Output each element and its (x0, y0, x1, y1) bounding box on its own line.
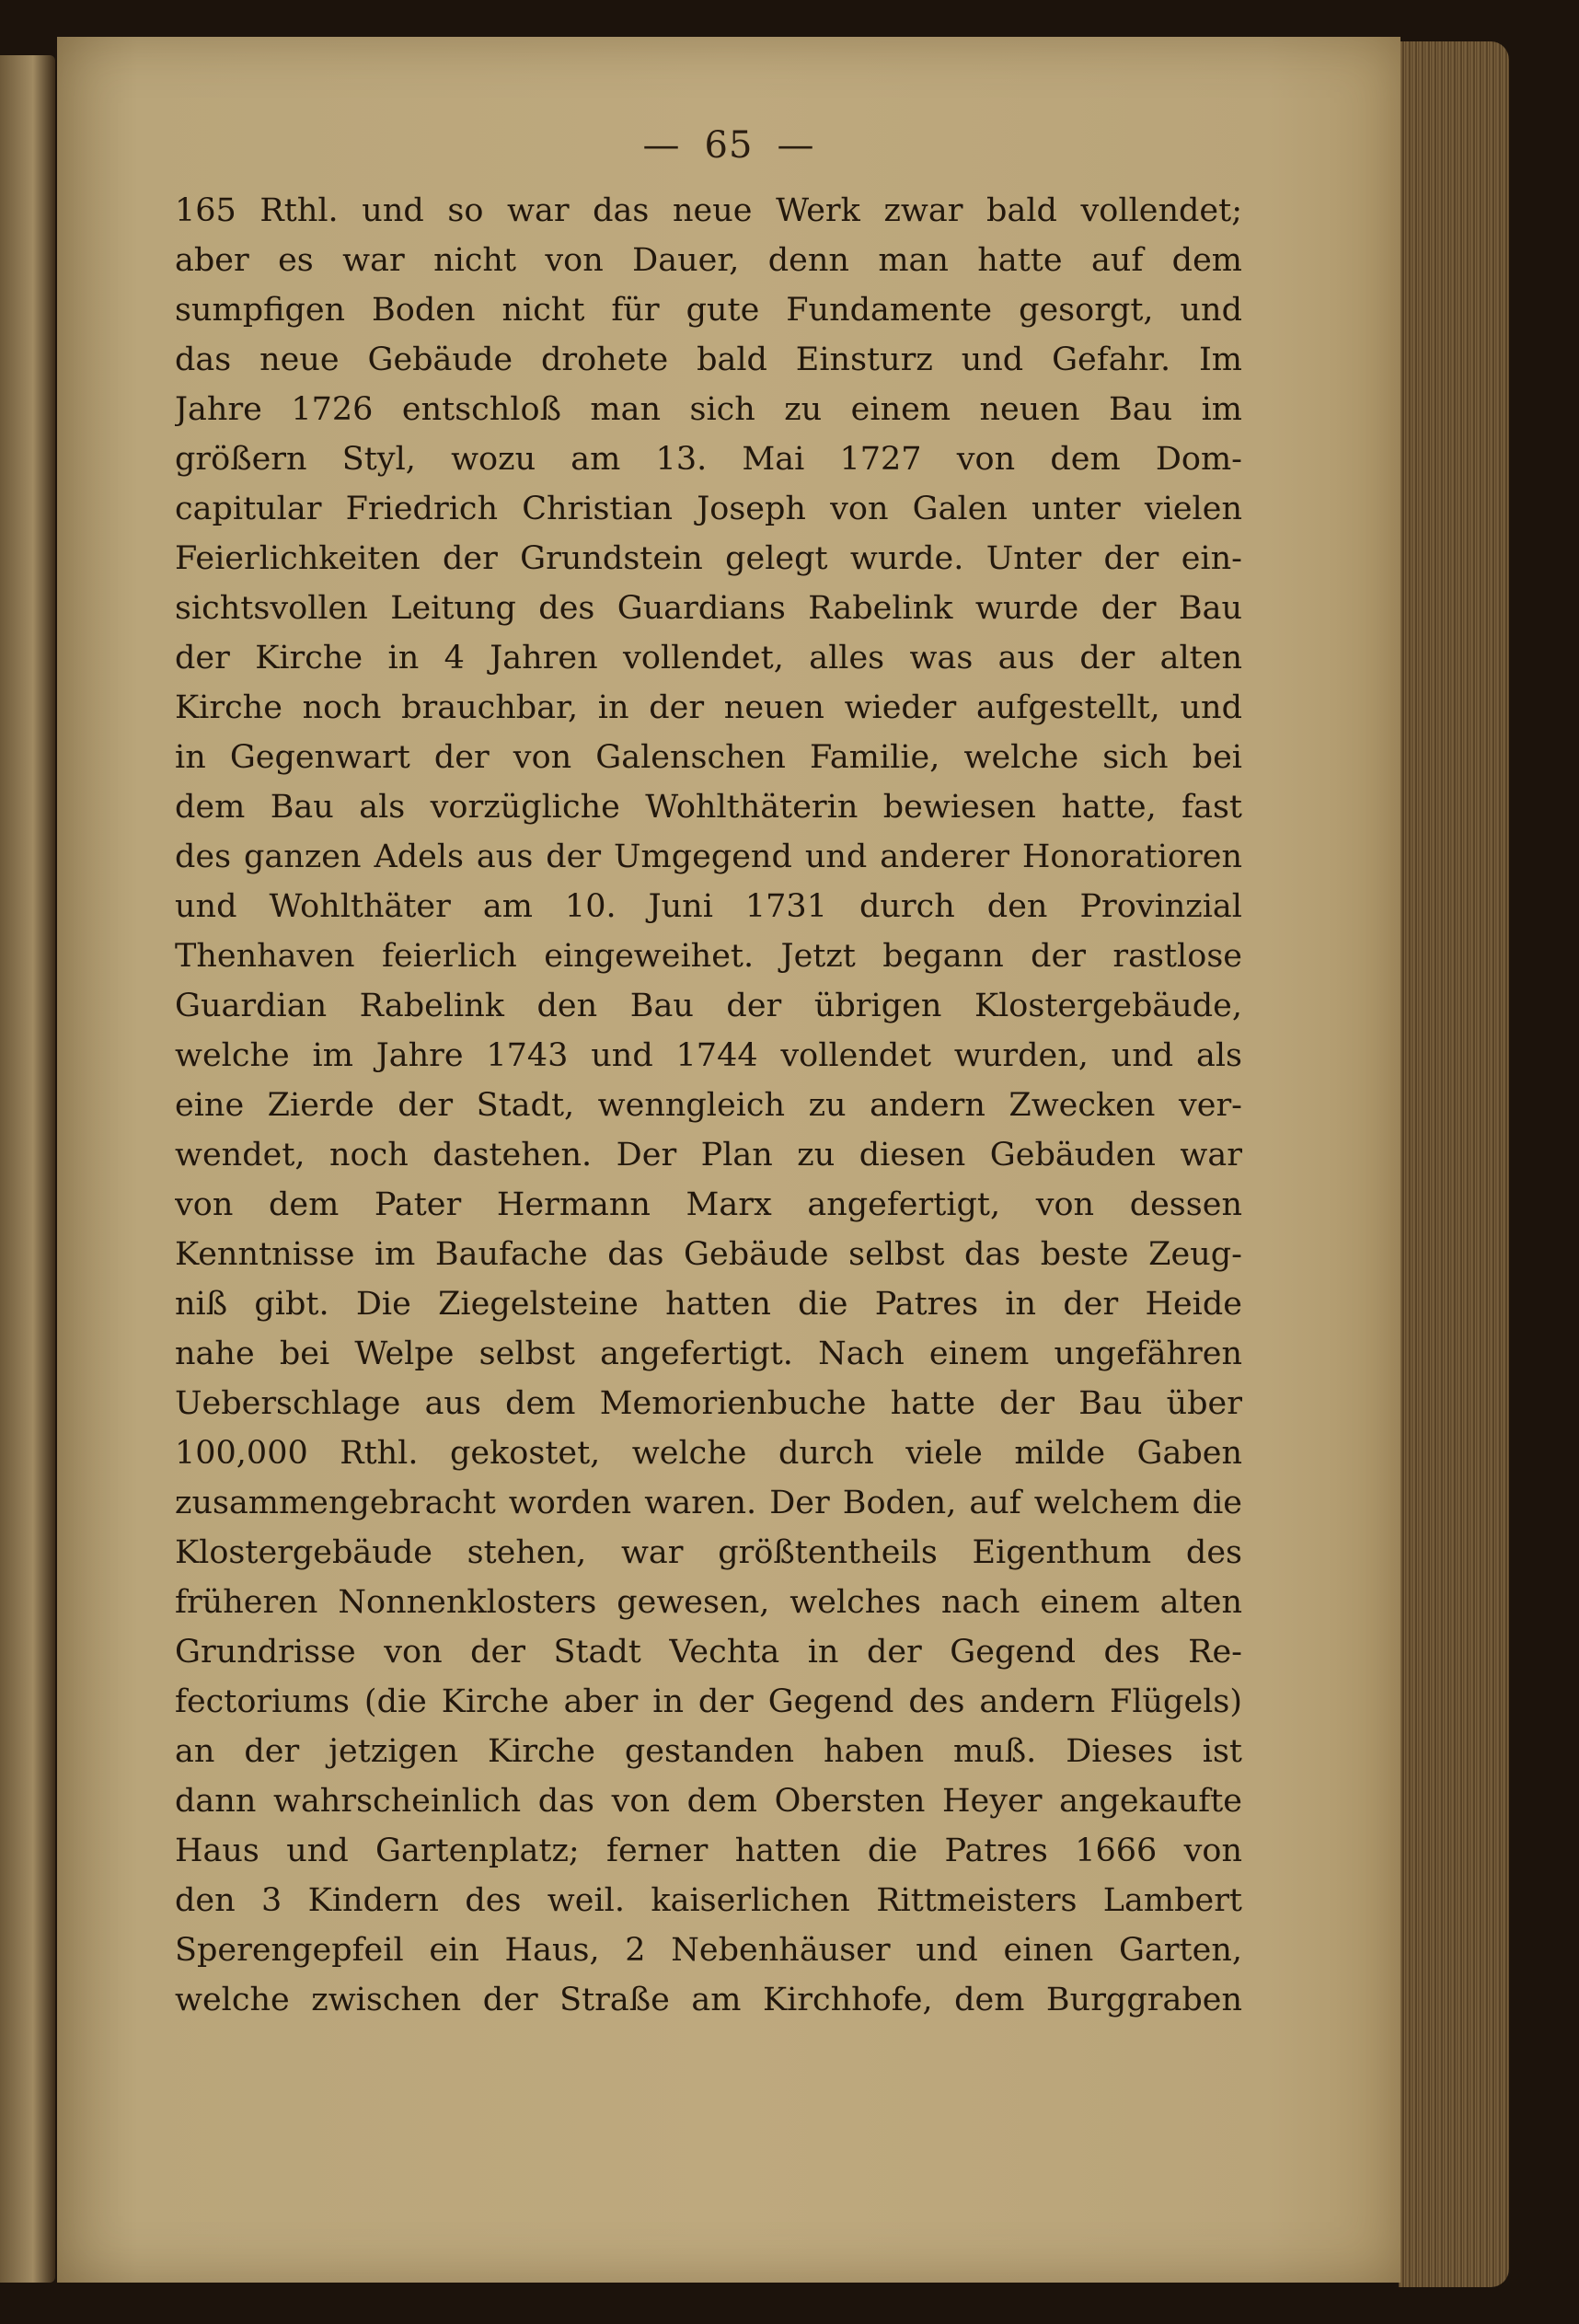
text-line: sumpfigen Boden nicht für gute Fundamente gesorgt, und (175, 292, 1242, 329)
text-line: Grundrisse von der Stadt Vechta in der Gegend des Re- (175, 1634, 1242, 1671)
text-line: nahe bei Welpe selbst angefertigt. Nach einem ungefähren (175, 1335, 1242, 1372)
text-line: welche im Jahre 1743 und 1744 vollendet wurden, und als (175, 1037, 1242, 1074)
text-line: Ueberschlage aus dem Memorienbuche hatte der Bau über (175, 1385, 1242, 1422)
book-page (57, 37, 1400, 2283)
text-line: Sperengepfeil ein Haus, 2 Nebenhäuser und einen Garten, (175, 1932, 1242, 1969)
text-line: Guardian Rabelink den Bau der übrigen Klostergebäude, (175, 988, 1242, 1024)
text-line: zusammengebracht worden waren. Der Boden, auf welchem die (175, 1485, 1242, 1521)
header-dash-left: — (642, 124, 681, 167)
text-line: Haus und Gartenplatz; ferner hatten die Patres 1666 von (175, 1833, 1242, 1869)
text-line: 165 Rthl. und so war das neue Werk zwar bald vollendet; (175, 192, 1242, 229)
text-line: sichtsvollen Leitung des Guardians Rabelink wurde der Bau (175, 590, 1242, 627)
text-line: von dem Pater Hermann Marx angefertigt, von dessen (175, 1186, 1242, 1223)
text-line: welche zwischen der Straße am Kirchhofe, dem Burggraben (175, 1982, 1242, 2018)
text-line: aber es war nicht von Dauer, denn man hatte auf dem (175, 242, 1242, 279)
text-line: früheren Nonnenklosters gewesen, welches nach einem alten (175, 1584, 1242, 1621)
header-dash-right: — (777, 124, 815, 167)
text-line: eine Zierde der Stadt, wenngleich zu andern Zwecken ver- (175, 1087, 1242, 1124)
text-line: Feierlichkeiten der Grundstein gelegt wurde. Unter der ein- (175, 540, 1242, 577)
text-line: den 3 Kindern des weil. kaiserlichen Rittmeisters Lambert (175, 1882, 1242, 1919)
text-line: Klostergebäude stehen, war größtentheils Eigenthum des (175, 1534, 1242, 1571)
text-line: Kenntnisse im Baufache das Gebäude selbst das beste Zeug- (175, 1236, 1242, 1273)
text-line: Jahre 1726 entschloß man sich zu einem neuen Bau im (175, 391, 1242, 428)
page-stack-edge (1399, 41, 1509, 2287)
text-line: des ganzen Adels aus der Umgegend und anderer Honoratioren (175, 838, 1242, 875)
page-number: 65 (704, 124, 754, 167)
text-line: und Wohlthäter am 10. Juni 1731 durch den Provinzial (175, 888, 1242, 925)
text-line: dem Bau als vorzügliche Wohlthäterin bewiesen hatte, fast (175, 789, 1242, 826)
page-number-header (57, 124, 1400, 167)
left-page-edge (0, 55, 55, 2283)
text-line: wendet, noch dastehen. Der Plan zu diesen Gebäuden war (175, 1137, 1242, 1174)
body-text (175, 186, 1242, 2025)
text-line: Kirche noch brauchbar, in der neuen wieder aufgestellt, und (175, 689, 1242, 726)
text-line: fectoriums (die Kirche aber in der Gegend des andern Flügels) (175, 1683, 1242, 1720)
text-line: an der jetzigen Kirche gestanden haben muß. Dieses ist (175, 1733, 1242, 1770)
text-line: capitular Friedrich Christian Joseph von Galen unter vielen (175, 491, 1242, 527)
text-line: dann wahrscheinlich das von dem Obersten Heyer angekaufte (175, 1783, 1242, 1820)
text-line: Thenhaven feierlich eingeweihet. Jetzt begann der rastlose (175, 938, 1242, 975)
text-line: in Gegenwart der von Galenschen Familie, welche sich bei (175, 739, 1242, 776)
text-line: niß gibt. Die Ziegelsteine hatten die Patres in der Heide (175, 1286, 1242, 1323)
text-line: das neue Gebäude drohete bald Einsturz und Gefahr. Im (175, 341, 1242, 378)
text-line: 100,000 Rthl. gekostet, welche durch viele milde Gaben (175, 1435, 1242, 1472)
text-line: größern Styl, wozu am 13. Mai 1727 von dem Dom- (175, 441, 1242, 478)
text-line: der Kirche in 4 Jahren vollendet, alles was aus der alten (175, 640, 1242, 676)
